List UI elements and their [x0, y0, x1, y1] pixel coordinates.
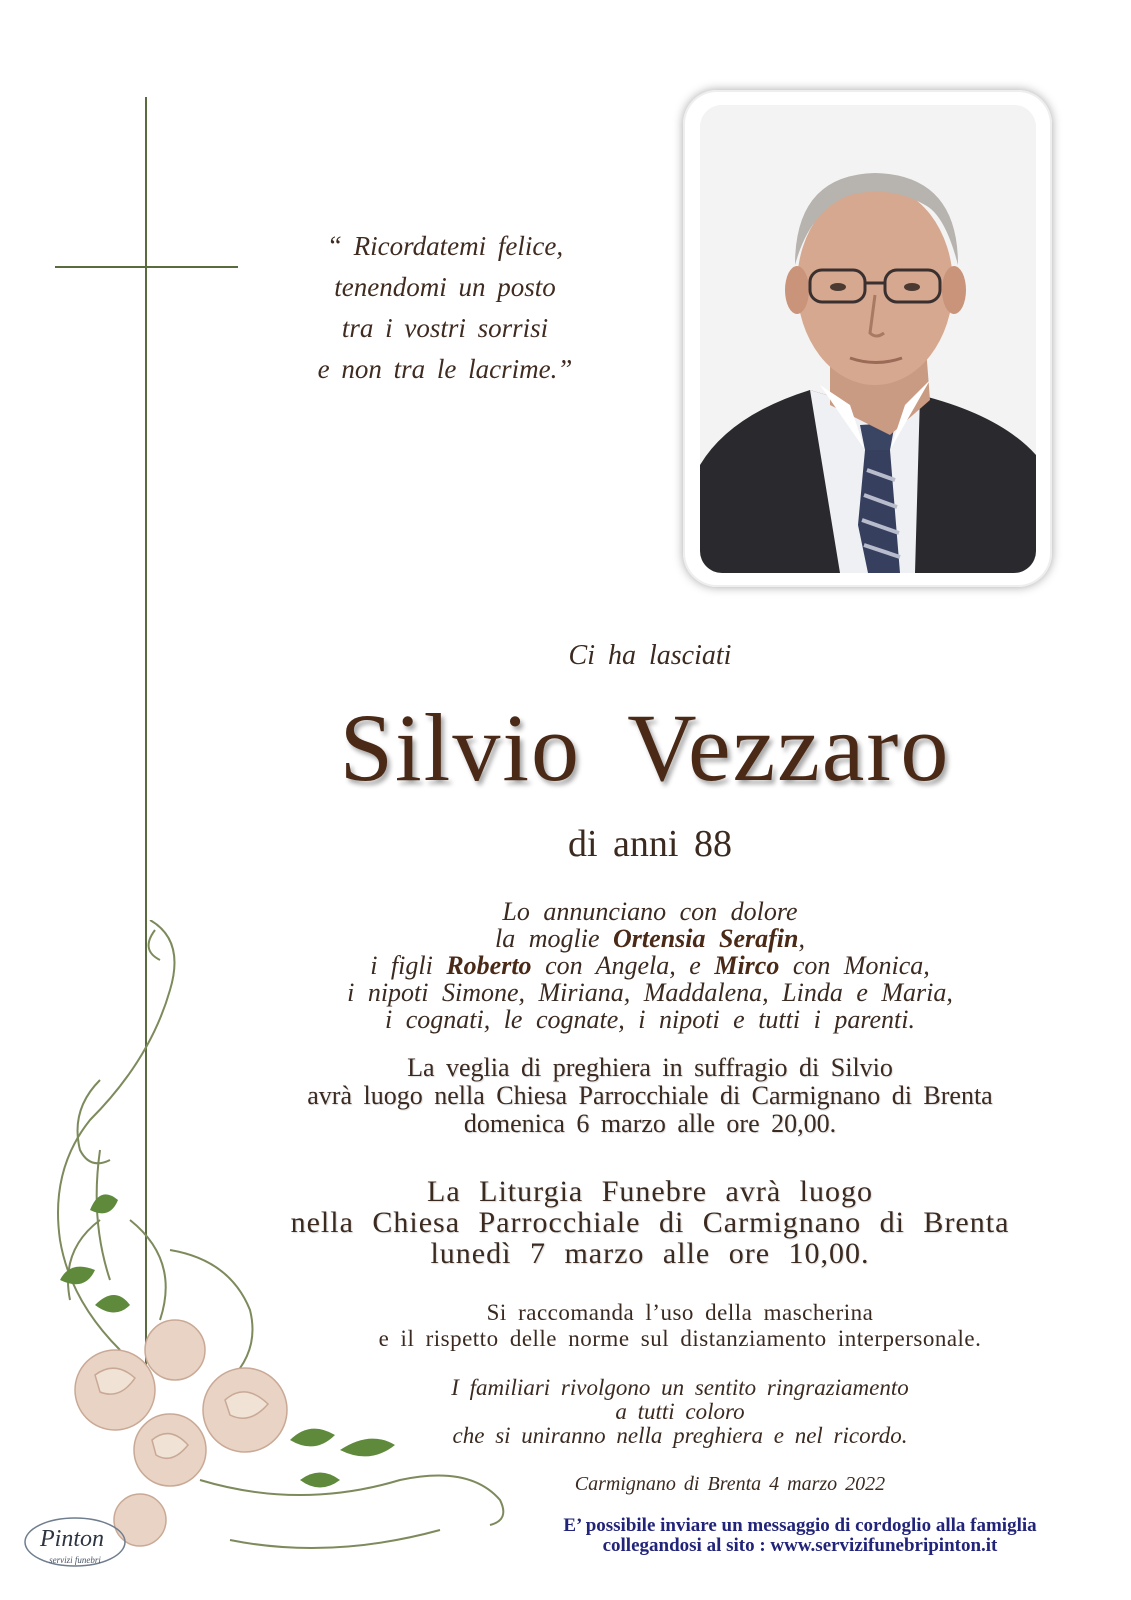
- thanks-line: I familiari rivolgono un sentito ringraziamento: [451, 1375, 909, 1400]
- place-date: Carmignano di Brenta 4 marzo 2022: [574, 1473, 886, 1495]
- lead-text: Ci ha lasciati: [568, 640, 732, 671]
- funeral-line: La Liturgia Funebre avrà luogo: [427, 1175, 873, 1208]
- text-span: i figli: [370, 951, 447, 980]
- memorial-quote: [270, 226, 620, 390]
- portrait-image: [700, 105, 1036, 573]
- quote-line: e non tra le lacrime.”: [317, 354, 573, 384]
- note-line: e il rispetto delle norme sul distanziamento interpersonale.: [378, 1326, 982, 1351]
- quote-line: tra i vostri sorrisi: [341, 313, 549, 343]
- wife-name: Ortensia Serafin: [613, 924, 799, 953]
- condolence-link[interactable]: collegandosi al sito : www.servizifunebripinton.it: [602, 1535, 998, 1556]
- announcement-line: i cognati, le cognate, i nipoti e tutti i parenti.: [385, 1005, 915, 1034]
- portrait-frame: [683, 90, 1052, 587]
- son-name: Roberto: [446, 951, 532, 980]
- quote-line: tenendomi un posto: [334, 272, 556, 302]
- pinton-logo: [22, 1508, 128, 1576]
- text-span: con Monica,: [779, 951, 930, 980]
- text-span: ,: [798, 924, 805, 953]
- condolence-line: E’ possibile inviare un messaggio di cordoglio alla famiglia: [563, 1515, 1037, 1536]
- son-name: Mirco: [714, 951, 780, 980]
- portrait-photo: [700, 105, 1036, 573]
- condolence-info: [480, 1516, 1120, 1556]
- thanks-line: che si uniranno nella preghiera e nel ricordo.: [452, 1423, 908, 1448]
- deceased-name: Silvio Vezzaro: [339, 694, 951, 801]
- funeral-line: lunedì 7 marzo alle ore 10,00.: [430, 1237, 870, 1270]
- announcement-line: Lo annunciano con dolore: [502, 897, 798, 926]
- announcement-line: i nipoti Simone, Miriana, Maddalena, Linda e Maria,: [347, 978, 953, 1007]
- rose-flowers-decoration: [0, 920, 560, 1600]
- logo-name: Pinton: [40, 1526, 104, 1552]
- thanks-line: a tutti coloro: [615, 1399, 745, 1424]
- vigil-line: domenica 6 marzo alle ore 20,00.: [463, 1109, 837, 1138]
- vigil-line: La veglia di preghiera in suffragio di Silvio: [407, 1053, 893, 1082]
- logo-tagline: servizi funebri: [49, 1555, 101, 1565]
- quote-line: “ Ricordatemi felice,: [326, 231, 564, 261]
- vigil-line: avrà luogo nella Chiesa Parrocchiale di Carmignano di Brenta: [307, 1081, 993, 1110]
- text-span: con Angela, e: [531, 951, 715, 980]
- deceased-age: di anni 88: [568, 823, 732, 865]
- note-line: Si raccomanda l’uso della mascherina: [486, 1300, 874, 1325]
- text-span: la moglie: [495, 924, 614, 953]
- funeral-line: nella Chiesa Parrocchiale di Carmignano di Brenta: [290, 1206, 1010, 1239]
- cross-horizontal-bar: [55, 266, 238, 268]
